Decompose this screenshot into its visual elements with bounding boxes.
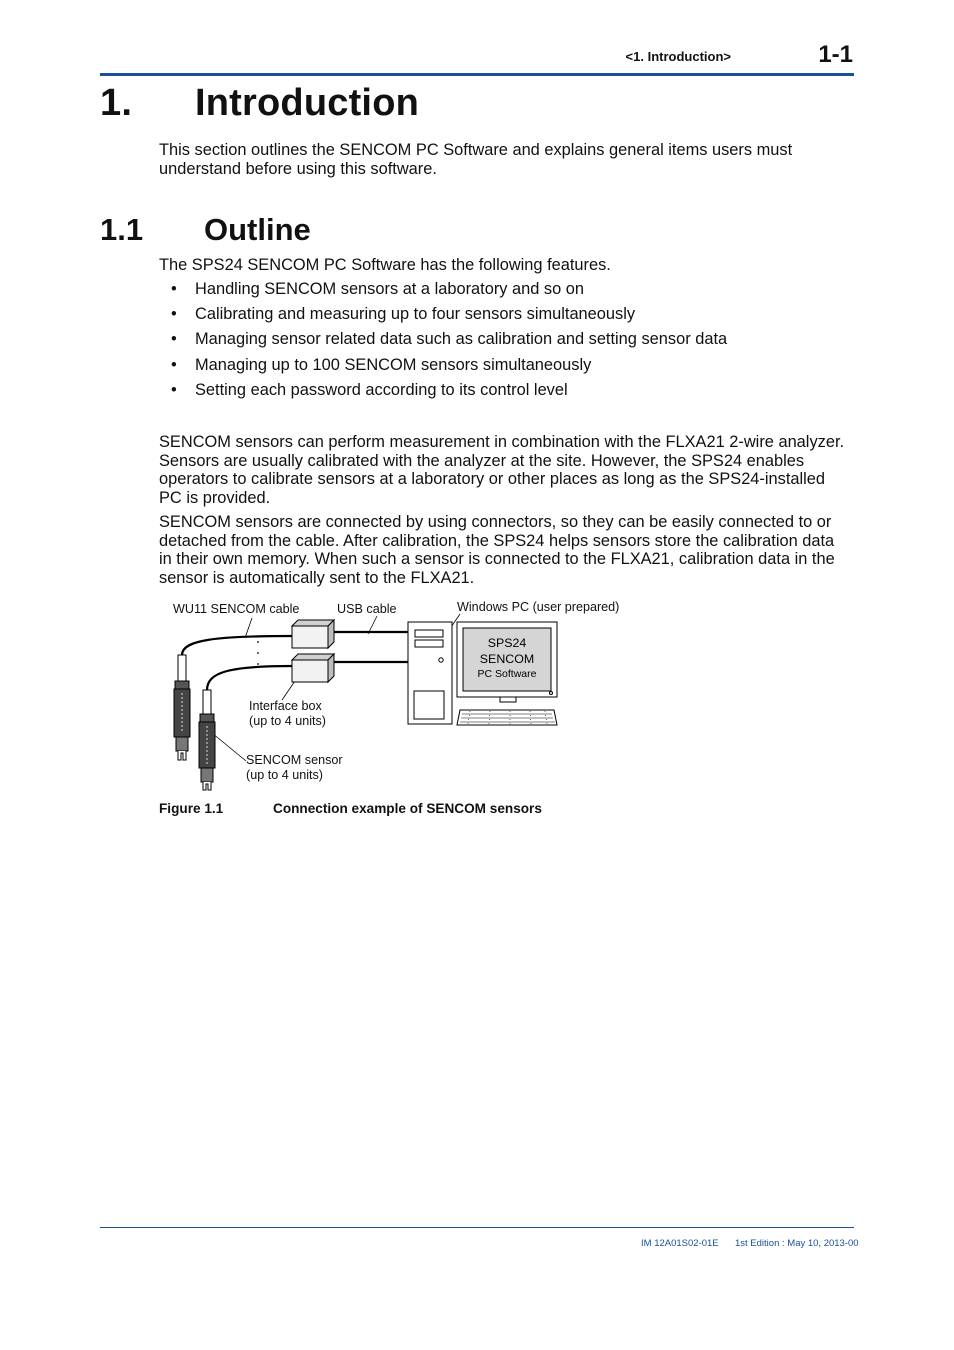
- footer-doc-id: IM 12A01S02-01E: [641, 1238, 719, 1249]
- label-sencom-sensor: SENCOM sensor: [246, 753, 343, 767]
- chapter-number: 1.: [100, 82, 133, 124]
- figure-caption-number: Figure 1.1: [159, 801, 224, 816]
- feature-list: [159, 279, 727, 405]
- sencom-sensor: [174, 655, 190, 760]
- feature-text: Setting each password according to its control level: [195, 380, 568, 399]
- label-interface-box-units: (up to 4 units): [249, 714, 327, 728]
- label-sencom-cable: WU11 SENCOM cable: [173, 602, 300, 616]
- body-paragraph: SENCOM sensors are connected by using connectors, so they can be easily connected to or detached from the cable. After calibration, the SPS24 helps sensors store the calibration data in their own memory. When such a sensor is connected to the FLXA21, calibration data in the sensor is automatically sent to the FLXA21.: [159, 513, 835, 587]
- connection-diagram: [150, 595, 650, 795]
- sencom-cable: [182, 636, 292, 655]
- feature-text: Handling SENCOM sensors at a laboratory and so on: [195, 280, 585, 298]
- header-rule: [100, 73, 854, 76]
- list-item: [159, 279, 727, 304]
- list-item: [159, 355, 727, 380]
- bullet-glyph: •: [171, 380, 177, 399]
- connection-figure: [150, 595, 650, 795]
- screen-text-line2: SENCOM: [479, 652, 535, 666]
- bullet-glyph: •: [171, 305, 177, 324]
- sencom-cable: [207, 666, 292, 690]
- figure-caption-title: Connection example of SENCOM sensors: [273, 801, 542, 816]
- label-usb-cable: USB cable: [337, 602, 397, 616]
- bullet-glyph: •: [171, 330, 177, 349]
- screen-text-line1: SPS24: [487, 636, 527, 650]
- footer-edition: 1st Edition : May 10, 2013-00: [735, 1238, 859, 1249]
- interface-box: [292, 620, 334, 648]
- feature-text: Managing up to 100 SENCOM sensors simultaneously: [195, 355, 592, 374]
- label-windows-pc: Windows PC (user prepared): [457, 600, 620, 614]
- list-item: [159, 329, 727, 354]
- page-number: 1-1: [818, 41, 853, 68]
- footer-rule: [100, 1227, 854, 1228]
- bullet-glyph: •: [171, 355, 177, 374]
- section-number: 1.1: [100, 212, 144, 247]
- chapter-intro: This section outlines the SENCOM PC Software and explains general items users must understand before using this software.: [159, 141, 793, 178]
- label-interface-box: Interface box: [249, 699, 322, 713]
- label-sencom-sensor-units: (up to 4 units): [246, 768, 324, 782]
- list-item: [159, 380, 727, 405]
- sencom-sensor: [199, 690, 215, 790]
- running-header-section: <1. Introduction>: [625, 49, 731, 64]
- interface-box: [292, 654, 334, 682]
- chapter-title: Introduction: [195, 82, 420, 124]
- section-lead: The SPS24 SENCOM PC Software has the following features.: [159, 256, 611, 274]
- section-title: Outline: [204, 212, 311, 247]
- feature-text: Calibrating and measuring up to four sensors simultaneously: [195, 305, 636, 324]
- pc-tower: [408, 622, 452, 724]
- bullet-glyph: •: [171, 280, 177, 298]
- pc-keyboard: [457, 710, 557, 725]
- body-paragraph: SENCOM sensors can perform measurement in combination with the FLXA21 2-wire analyzer. Sensors are usually calibrated with the analyzer at the site. However, the SPS24 enables operators to calibrate sensors at a laboratory or other places as long as the SPS24-installed PC is provided.: [159, 433, 845, 507]
- screen-text-line3: PC Software: [477, 668, 537, 680]
- feature-text: Managing sensor related data such as calibration and setting sensor data: [195, 330, 728, 349]
- list-item: [159, 304, 727, 329]
